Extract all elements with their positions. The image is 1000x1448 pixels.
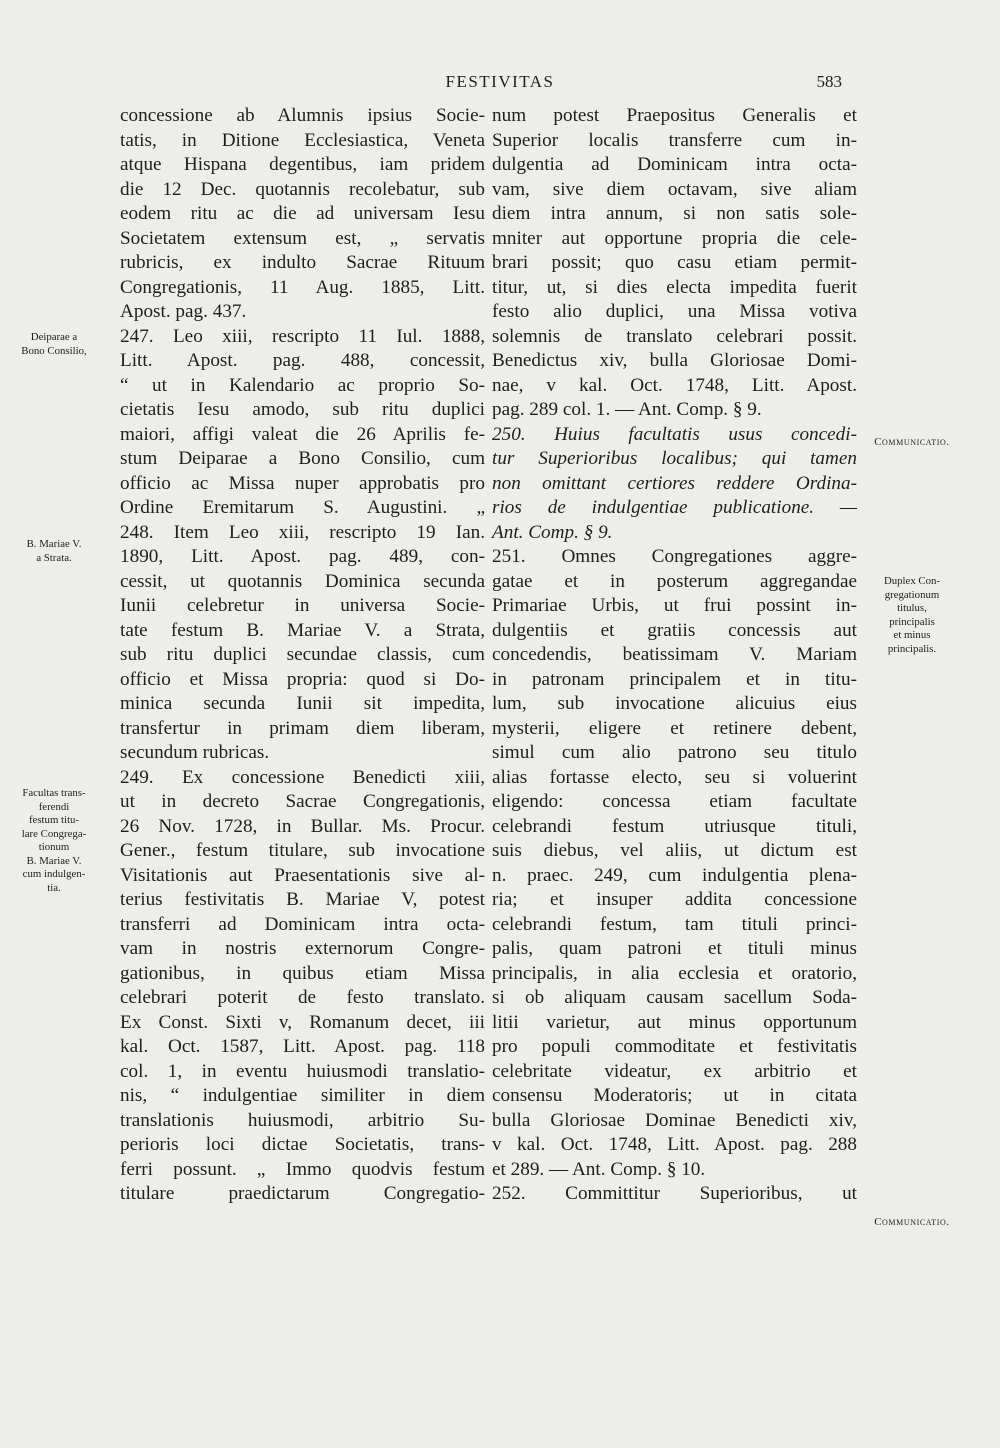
text-line: 26 Nov. 1728, in Bullar. Ms. Procur. (120, 815, 485, 837)
running-title: FESTIVITAS (445, 72, 555, 91)
text-line: consensu Moderatoris; ut in citata (492, 1085, 857, 1106)
text-line: die 12 Dec. quotannis recolebatur, sub (120, 178, 485, 200)
text-line: Congregationis, 11 Aug. 1885, Litt. (120, 276, 485, 298)
text-line: eodem ritu ac die ad universam Iesu (120, 203, 485, 224)
text-line: 251. Omnes Congregationes aggre- (492, 546, 857, 567)
text-line: litii varietur, aut minus opportunum (492, 1011, 857, 1033)
text-line: ria; et insuper addita concessione (492, 889, 857, 910)
text-line: transfertur in primam diem liberam, (120, 717, 485, 739)
text-line: Gener., festum titulare, sub invocatione (120, 840, 485, 861)
text-line: festo alio duplici, una Missa votiva (492, 301, 857, 322)
text-line: ferri possunt. „ Immo quodvis festum (120, 1158, 485, 1180)
text-line: translationis huiusmodi, arbitrio Su- (120, 1109, 485, 1131)
text-line: stum Deiparae a Bono Consilio, cum (120, 448, 485, 469)
text-line: alias fortasse electo, seu si voluerint (492, 766, 857, 788)
text-line: principalis, in alia ecclesia et oratorio, (492, 962, 857, 984)
text-line: tur Superioribus localibus; qui tamen (492, 448, 857, 469)
text-line: celebritate videatur, ex arbitrio et (492, 1060, 857, 1082)
text-line: solemnis de translato celebrari possit. (492, 325, 857, 347)
text-line: suis diebus, vel aliis, ut dictum est (492, 840, 857, 861)
text-line: Iunii celebretur in universa Socie- (120, 595, 485, 616)
text-line: nis, “ indulgentiae similiter in diem (120, 1085, 485, 1106)
text-line: concedendis, beatissimam V. Mariam (492, 644, 857, 665)
text-line: Visitationis aut Praesentationis sive al- (120, 864, 485, 886)
text-line: rubricis, ex indulto Sacrae Rituum (120, 252, 485, 273)
text-line: rios de indulgentiae publicatione. — (492, 497, 857, 518)
right-text-column (492, 104, 857, 1207)
text-line: dulgentia ad Dominicam intra octa- (492, 154, 857, 175)
margin-note-communicatio-1: Communicatio. (874, 436, 950, 448)
text-line: pag. 289 col. 1. — Ant. Comp. § 9. (492, 399, 762, 420)
text-line: terius festivitatis B. Mariae V, potest (120, 889, 485, 910)
text-line: kal. Oct. 1587, Litt. Apost. pag. 118 (120, 1036, 485, 1057)
text-line: brari possit; quo casu etiam permit- (492, 252, 857, 273)
text-line: eligendo: concessa etiam facultate (492, 791, 857, 812)
text-line: vam, sive diem octavam, sive aliam (492, 178, 857, 200)
text-line: tate festum B. Mariae V. a Strata, (120, 619, 485, 641)
text-line: si ob aliquam causam sacellum Soda- (492, 987, 857, 1008)
text-line: sub ritu duplici secundae classis, cum (120, 644, 485, 665)
text-line: 249. Ex concessione Benedicti xiii, (120, 766, 485, 788)
page-number: 583 (816, 72, 842, 91)
text-line: “ ut in Kalendario ac proprio So- (120, 374, 485, 396)
text-line: 1890, Litt. Apost. pag. 489, con- (120, 546, 485, 567)
margin-note-duplex: Duplex Con- gregationum titulus, principalis et minus principalis. (883, 575, 941, 655)
text-line: 247. Leo xiii, rescripto 11 Iul. 1888, (120, 325, 485, 347)
text-line: et 289. — Ant. Comp. § 10. (492, 1158, 706, 1180)
text-line: palis, quam patroni et tituli minus (492, 938, 857, 959)
text-line: col. 1, in eventu huiusmodi translatio- (120, 1060, 485, 1082)
text-line: Ant. Comp. § 9. (492, 521, 613, 543)
text-line: transferri ad Dominicam intra octa- (120, 913, 485, 935)
text-line: Societatem extensum est, „ servatis (120, 227, 485, 249)
left-text-column (120, 104, 485, 1207)
text-line: officio ac Missa nuper approbatis pro (120, 472, 485, 494)
text-line: Superior localis transferre cum in- (492, 129, 857, 151)
text-line: ut in decreto Sacrae Congregationis, (120, 791, 485, 812)
text-line: Ex Const. Sixti v, Romanum decet, iii (120, 1011, 485, 1033)
text-line: diem intra annum, si non satis sole- (492, 203, 857, 224)
text-line: 248. Item Leo xiii, rescripto 19 Ian. (120, 521, 485, 543)
text-line: cietatis Iesu amodo, sub ritu duplici (120, 399, 485, 420)
text-line: tatis, in Ditione Ecclesiastica, Veneta (120, 129, 485, 151)
text-line: officio et Missa propria: quod si Do- (120, 668, 485, 690)
text-line: pro populi commoditate et festivitatis (492, 1036, 857, 1057)
text-line: titur, ut, si dies electa impedita fuerit (492, 276, 857, 298)
text-line: mysterii, eligere et retinere debent, (492, 717, 857, 739)
text-line: titulare praedictarum Congregatio- (120, 1183, 485, 1204)
text-line: 252. Committitur Superioribus, ut (492, 1183, 857, 1204)
text-line: n. praec. 249, cum indulgentia plena- (492, 864, 857, 886)
text-line: Primariae Urbis, ut frui possint in- (492, 595, 857, 616)
margin-note-communicatio-2: Communicatio. (874, 1216, 950, 1228)
text-line: celebrandi festum, tam tituli princi- (492, 913, 857, 935)
text-line: perioris loci dictae Societatis, trans- (120, 1134, 485, 1155)
margin-note-strata: B. Mariae V. a Strata. (26, 538, 82, 564)
margin-note-facultas: Facultas trans- ferendi festum titu- lare Congrega- tionum B. Mariae V. cum indulgen- tia. (21, 787, 87, 894)
text-line: 250. Huius facultatis usus concedi- (492, 423, 857, 445)
text-line: concessione ab Alumnis ipsius Socie- (120, 105, 485, 126)
text-line: secundum rubricas. (120, 742, 270, 763)
text-line: lum, sub invocatione alicuius eius (492, 693, 857, 714)
text-line: num potest Praepositus Generalis et (492, 105, 857, 126)
text-line: non omittant certiores reddere Ordina- (492, 472, 857, 494)
text-line: in patronam principalem et in titu- (492, 668, 857, 690)
text-line: minica secunda Iunii sit impedita, (120, 693, 485, 714)
text-line: cessit, ut quotannis Dominica secunda (120, 570, 485, 592)
text-line: mniter aut opportune propria die cele- (492, 227, 857, 249)
text-line: nae, v kal. Oct. 1748, Litt. Apost. (492, 374, 857, 396)
text-line: maiori, affigi valeat die 26 Aprilis fe- (120, 423, 485, 445)
text-line: dulgentiis et gratiis concessis aut (492, 619, 857, 641)
text-line: gatae et in posterum aggregandae (492, 570, 857, 592)
text-line: celebrandi festum utriusque tituli, (492, 815, 857, 837)
text-line: v kal. Oct. 1748, Litt. Apost. pag. 288 (492, 1134, 857, 1155)
text-line: Litt. Apost. pag. 488, concessit, (120, 350, 485, 371)
text-line: vam in nostris externorum Congre- (120, 938, 485, 959)
text-line: atque Hispana degentibus, iam pridem (120, 154, 485, 175)
page-header (0, 72, 1000, 102)
text-line: simul cum alio patrono seu titulo (492, 742, 857, 763)
text-line: bulla Gloriosae Dominae Benedicti xiv, (492, 1109, 857, 1131)
margin-note-deiparae: Deiparae a Bono Consilio, (21, 331, 87, 357)
text-line: celebrari poterit de festo translato. (120, 987, 485, 1008)
text-line: Benedictus xiv, bulla Gloriosae Domi- (492, 350, 857, 371)
text-line: Ordine Eremitarum S. Augustini. „ (120, 497, 485, 518)
text-line: Apost. pag. 437. (120, 301, 247, 322)
text-line: gationibus, in quibus etiam Missa (120, 962, 485, 984)
